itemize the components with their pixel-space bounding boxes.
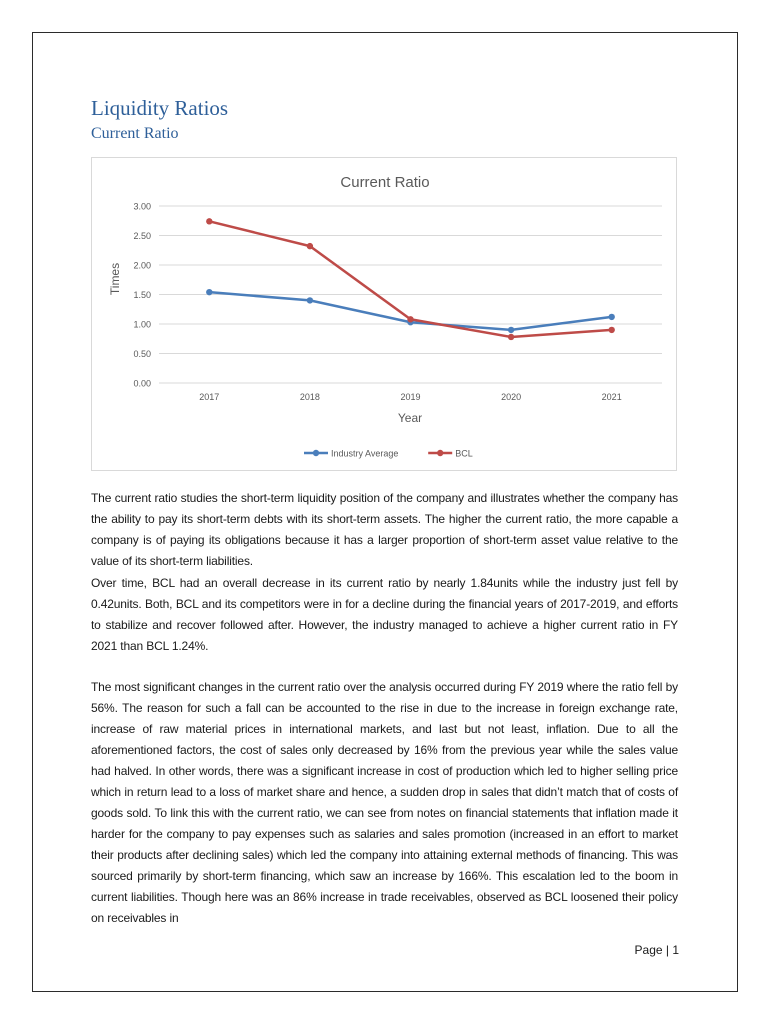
x-axis-label: Year [397,411,423,425]
legend-label: BCL [455,448,473,459]
page-footer: Page | 1 [634,943,679,957]
data-point [609,327,615,333]
y-tick-label: 1.50 [133,290,151,300]
x-tick-label: 2021 [601,392,622,402]
chart-container [91,157,677,471]
y-tick-label: 0.00 [133,378,151,389]
y-tick-label: 0.50 [133,349,151,359]
data-point [609,314,615,320]
paragraph-3: The most significant changes in the current ratio over the analysis occurred during FY 2019 where the ratio fell by 56%. The reason for such a fall can be accounted to the rise in due to the increase in foreign exchange rate, increase of raw material prices in international markets, and last but not least, inflation. Due to all the aforementioned factors, the cost of sales only decreased by 16% from the previous year while the sales value had halved. In other words, there was a significant increase in cost of production which led to higher selling price which in return lead to a loss of market share and hence, a sudden drop in sales that didn’t match that of costs of goods sold. To link this with the current ratio, we can see from notes on financial statements that inflation made it harder for the company to pay expenses such as salaries and sales promotion (increased in an effort to market their products after declining sales) which led the company into attaining external methods of financing. This was sourced primarily by short-term financing, which saw an increase by 166%. This escalation led to the boom in current liabilities. Though here was an 86% increase in trade receivables, observed as BCL loosened their policy on receivables in [91,680,678,925]
data-point [508,327,514,333]
x-tick-label: 2019 [400,392,421,402]
paragraph-1: The current ratio studies the short-term liquidity position of the company and illustrates whether the company has the ability to pay its short-term debts with its short-term assets. The higher the current ratio, the more capable a company is of paying its obligations because it has a larger proportion of short-term asset value relative to the value of its short-term liabilities. [91,491,678,568]
data-point [508,334,514,340]
x-tick-label: 2017 [199,392,220,402]
chart-title: Current Ratio [340,174,430,191]
y-axis-label: Times [108,262,122,296]
legend-label: Industry Average [331,448,399,459]
subsection-heading: Current Ratio [91,125,179,142]
data-point [307,243,313,249]
data-point [307,297,313,303]
data-point [206,289,212,295]
legend-marker [437,450,443,456]
paragraph-2: Over time, BCL had an overall decrease in its current ratio by nearly 1.84units while the industry just fell by 0.42units. Both, BCL and its competitors were in for a decline during the financial years of 2017-2019, and efforts to stabilize and recover followed after. However, the industry managed to achieve a higher current ratio in FY 2021 than BCL 1.24%. [91,576,678,653]
current-ratio-chart [92,158,678,472]
section-heading: Liquidity Ratios [91,96,229,120]
legend-marker [313,450,319,456]
data-point [206,218,212,224]
y-tick-label: 3.00 [133,201,151,212]
y-tick-label: 1.00 [133,319,151,330]
x-tick-label: 2020 [501,392,522,402]
y-tick-label: 2.00 [133,260,151,271]
y-tick-label: 2.50 [133,231,151,241]
data-point [407,316,413,322]
x-tick-label: 2018 [299,392,320,402]
